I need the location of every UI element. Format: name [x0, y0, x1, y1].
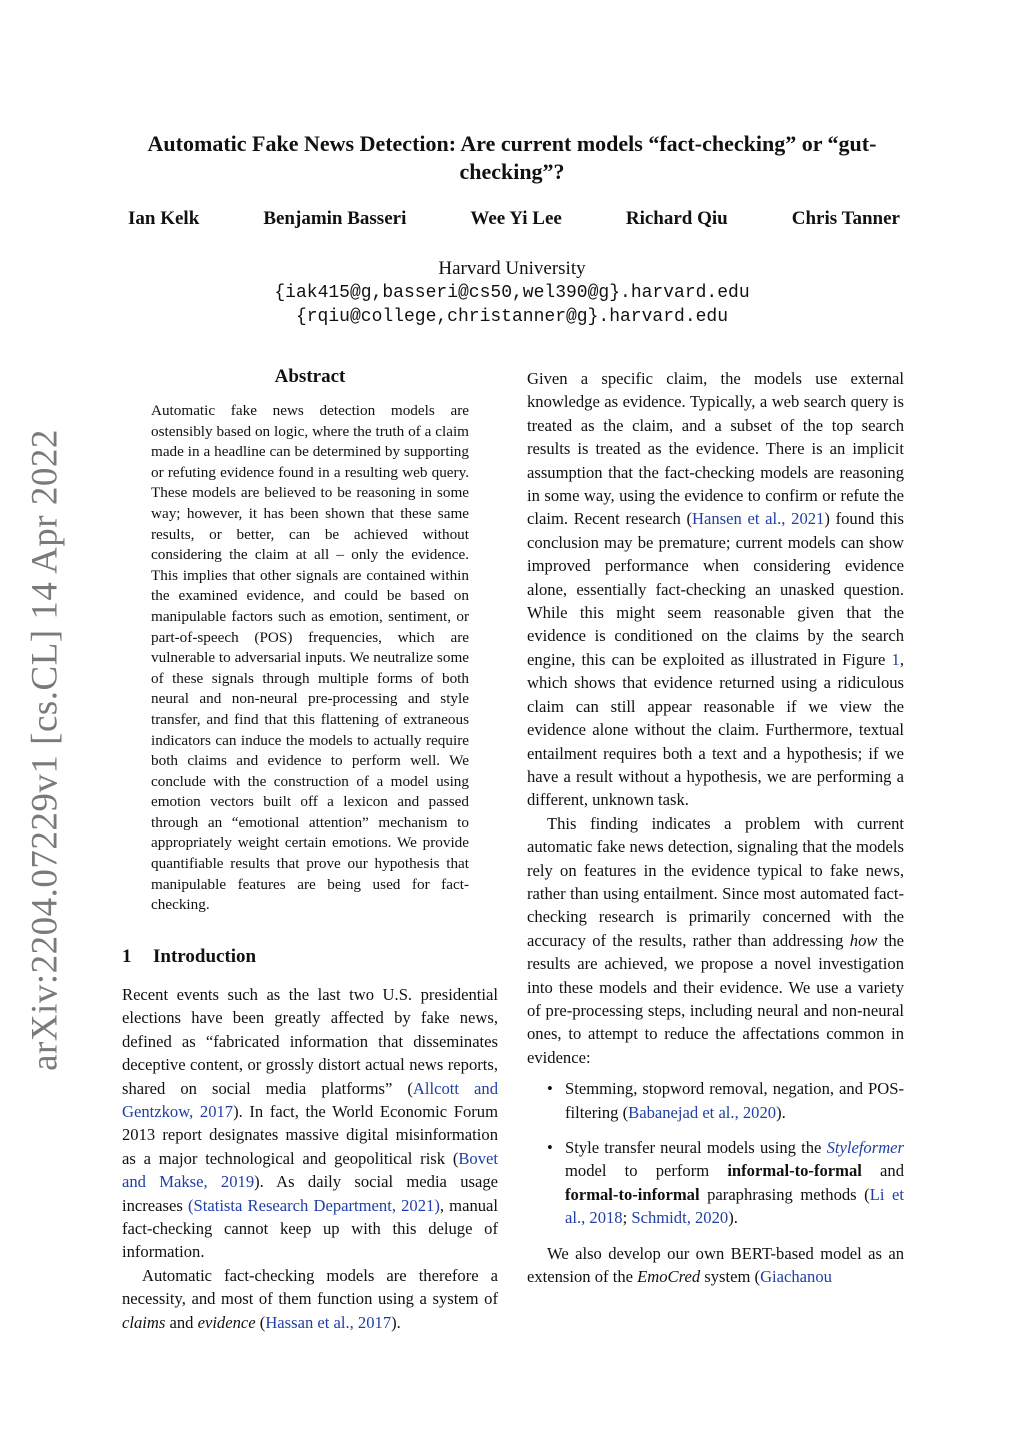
text-run: Stemming, stopword removal, negation, and POS-filtering ( [565, 1079, 904, 1122]
text-run: We also develop our own BERT-based model as an extension of the [527, 1243, 904, 1287]
text-run: the results are achieved, we propose a novel investigation into these models and their evidence. We use a variety of pre-processing steps, including neural and non-neural ones, to attempt to reduce the affectations common in evidence: [527, 930, 904, 1067]
styleformer-link[interactable]: Styleformer [826, 1138, 904, 1157]
email-line: {iak415@g,basseri@cs50,wel390@g}.harvard.edu [274, 283, 750, 303]
intro-paragraph-3 [527, 367, 904, 812]
intro-paragraph-2 [122, 1264, 498, 1334]
affiliation-block [112, 257, 912, 329]
text-run: This finding indicates a problem with current automatic fake news detection, signaling that the models rely on features in the evidence typical to fake news, rather than using entailment. Since most automated fact-checking research is primarily concerned with the accuracy of the results, rather than addressing [527, 813, 904, 950]
arxiv-identifier-text: arXiv:2204.07229v1 [cs.CL] 14 Apr 2022 [24, 429, 66, 1071]
text-run: Given a specific claim, the models use external knowledge as evidence. Typically, a web search query is treated as the claim, and a subset of the top search results is treated as the evidence. There is an implicit assumption that the fact-checking models are reasoning in some way, using the evidence to confirm or refute the claim. Recent research ( [527, 369, 904, 529]
arxiv-identifier-stamp [20, 429, 70, 1071]
text-run: and [861, 1161, 904, 1181]
bold-text: formal-to-informal [565, 1184, 700, 1204]
bold-text: informal-to-formal [727, 1161, 862, 1181]
section-title: Introduction [153, 946, 257, 967]
author-name: Chris Tanner [791, 208, 900, 229]
text-run: ) found this conclusion may be premature; current models can show improved performance when considering evidence alone, essentially fact-checking an unasked question. While this might seem reasonable given that the evidence is conditioned on the claims by the search engine, this can be exploited as illustrated in Figure [527, 509, 904, 669]
text-run: ). [391, 1312, 401, 1332]
text-run: Style transfer neural models using the [565, 1138, 827, 1157]
citation-link[interactable]: (Statista Research Department, 2021) [187, 1195, 440, 1215]
email-line: {rqiu@college,christanner@g}.harvard.edu [295, 307, 729, 327]
text-run: ( [255, 1312, 266, 1332]
citation-link[interactable]: Giachanou [760, 1267, 832, 1287]
left-column-body [122, 983, 498, 1334]
text-run: ). In fact, the World Economic Forum 2013 report designates massive digital misinformation as a major technological and geopolitical risk ( [122, 1102, 498, 1168]
text-run: ). [776, 1102, 786, 1122]
text-run: Automatic fact-checking models are therefore a necessity, and most of them function using a system of [122, 1265, 498, 1309]
text-run: ). As daily social media usage increases [122, 1172, 498, 1215]
author-name: Benjamin Basseri [263, 208, 407, 229]
citation-link[interactable]: Bovet and Makse, 2019 [122, 1148, 498, 1192]
citation-link[interactable]: Allcott and Gentzkow, 2017 [122, 1078, 498, 1122]
text-run: ; [622, 1208, 632, 1228]
author-name: Ian Kelk [128, 208, 200, 229]
emphasis-text: claims [122, 1312, 166, 1332]
right-column-body [527, 367, 904, 1288]
text-run: system ( [700, 1267, 761, 1287]
author-list [128, 208, 900, 230]
list-item [527, 1136, 904, 1230]
text-run: , manual fact-checking cannot keep up with this deluge of information. [122, 1195, 499, 1262]
section-heading [122, 946, 256, 968]
citation-link[interactable]: Schmidt, 2020 [631, 1208, 729, 1228]
citation-link[interactable]: Hassan et al., 2017 [265, 1312, 392, 1332]
intro-paragraph-1 [122, 983, 498, 1264]
affiliation-name: Harvard University [438, 258, 586, 279]
text-run: ). [728, 1208, 738, 1228]
bullet-icon: • [547, 1138, 553, 1157]
paper-title: Automatic Fake News Detection: Are current models “fact-checking” or “gut-checking”? [147, 131, 877, 184]
figure-reference-link[interactable]: 1 [891, 649, 900, 669]
intro-paragraph-4 [527, 812, 904, 1069]
emphasis-text: how [849, 930, 878, 950]
author-name: Richard Qiu [625, 208, 728, 229]
text-run: , which shows that evidence returned using a ridiculous claim can still appear reasonable if we view the evidence alone without the claim. Furthermore, textual entailment requires both a text and a hypothesis; if we have a result without a hypothesis, we are performing a different, unknown task. [527, 649, 904, 810]
author-name: Wee Yi Lee [470, 208, 562, 229]
list-item [527, 1077, 904, 1124]
preprocessing-list [527, 1077, 904, 1229]
text-run: model to perform [565, 1161, 728, 1181]
emphasis-text: EmoCred [637, 1267, 701, 1287]
abstract-heading: Abstract [274, 366, 346, 387]
text-run: paraphrasing methods ( [699, 1184, 870, 1204]
abstract-text: Automatic fake news detection models are ostensibly based on logic, where the truth of a claim made in a headline can be determined by supporting or refuting evidence found in a resulting web query. These models are believed to be reasoning in some way; however, it has been shown that these same results, or better, can be achieved without considering the claim at all – only the evidence. This implies that other signals are contained within the examined evidence, and could be based on manipulable factors such as emotion, sentiment, or part-of-speech (POS) frequencies, which are vulnerable to adversarial inputs. We neutralize some of these signals through multiple forms of both neural and non-neural pre-processing and style transfer, and find that this flattening of extraneous indicators can induce the models to actually require both claims and evidence to perform well. We conclude with the construction of a model using emotion vectors built off a lexicon and passed through an “emotional attention” mechanism to appropriately weight certain emotions. We provide quantifiable results that prove our hypothesis that manipulable features are being used for fact-checking. [151, 402, 469, 914]
intro-paragraph-5 [527, 1242, 904, 1289]
bullet-icon: • [547, 1079, 553, 1099]
citation-link[interactable]: Babanejad et al., 2020 [628, 1102, 777, 1122]
text-run: Recent events such as the last two U.S. presidential elections have been greatly affected by fake news, defined as “fabricated information that disseminates deceptive content, or grossly distort actual news reports, shared on social media platforms” ( [122, 985, 498, 1098]
citation-link[interactable]: Li et al., 2018 [565, 1184, 905, 1228]
text-run: and [165, 1312, 198, 1332]
section-number: 1 [122, 946, 132, 967]
citation-link[interactable]: Hansen et al., 2021 [692, 509, 825, 529]
emphasis-text: evidence [197, 1312, 256, 1332]
